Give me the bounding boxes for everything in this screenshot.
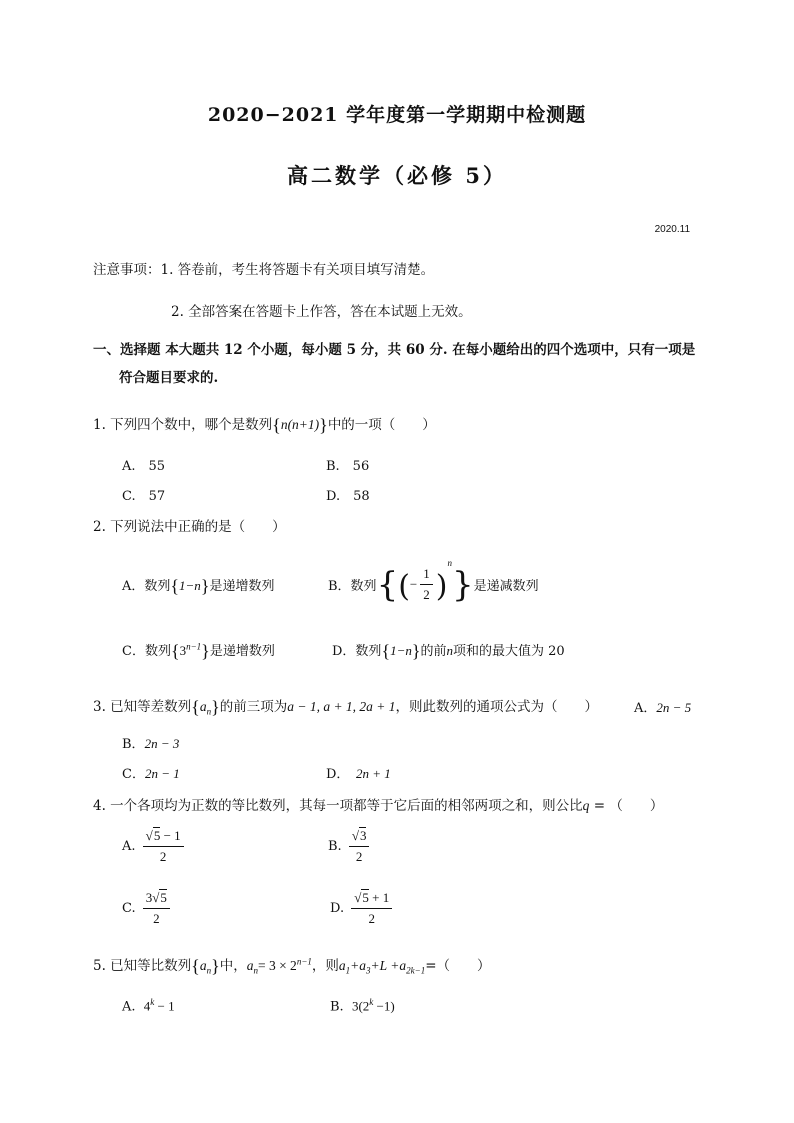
q2-b-numerator: 1 bbox=[420, 566, 433, 585]
q5-a-label: A. bbox=[122, 999, 136, 1015]
question-5-stem bbox=[93, 954, 491, 977]
q4-b-numerator bbox=[349, 828, 370, 847]
question-3-stem bbox=[93, 695, 598, 718]
q4-d-numerator bbox=[351, 890, 392, 909]
q4-b-label: B. bbox=[328, 839, 342, 854]
q2-d-n: n bbox=[446, 643, 454, 658]
q4-d-fraction bbox=[351, 890, 392, 927]
q2-c-base: 3 bbox=[179, 643, 187, 658]
q5-a-exponent: k bbox=[150, 997, 155, 1007]
q5-sequence-subscript: n bbox=[206, 965, 212, 976]
q2-b-post: 是递减数列 bbox=[473, 579, 539, 594]
brace-left-icon: { bbox=[170, 641, 180, 661]
q5-a-base: 4 bbox=[143, 998, 151, 1014]
q3-d-value: 2n + 1 bbox=[355, 766, 391, 781]
q5-stem-then: ，则 bbox=[311, 958, 339, 974]
brace-right-icon: } bbox=[411, 641, 421, 661]
question-4-option-b[interactable] bbox=[328, 828, 372, 865]
q5-stem-mid: 中， bbox=[219, 958, 247, 974]
q5-a-post: − 1 bbox=[154, 998, 175, 1014]
q4-b-fraction bbox=[349, 828, 370, 865]
brace-left-icon: { bbox=[191, 956, 200, 976]
brace-left-icon: { bbox=[381, 641, 391, 661]
question-1-stem bbox=[93, 413, 436, 436]
question-3-option-b[interactable] bbox=[122, 733, 179, 752]
q4-b-radicand: 3 bbox=[359, 828, 367, 843]
question-1-stem-post: 中的一项（ ） bbox=[327, 417, 436, 433]
paren-right-icon: ) bbox=[435, 569, 448, 604]
brace-right-icon: } bbox=[451, 565, 474, 605]
brace-left-icon: { bbox=[191, 697, 200, 717]
q4-a-fraction bbox=[143, 828, 184, 865]
brace-right-icon: } bbox=[211, 956, 220, 976]
q2-b-exponent: n bbox=[447, 558, 452, 568]
q2-a-sequence: 1−n bbox=[179, 578, 201, 593]
q5-sequence: a bbox=[199, 958, 207, 973]
q2-a-pre: A．数列 bbox=[122, 579, 171, 594]
brace-right-icon: } bbox=[200, 576, 210, 596]
notes-item-1: 1. 答卷前，考生将答题卡有关项目填写清楚。 bbox=[160, 262, 435, 278]
q3-stem-mid: 的前三项为 bbox=[219, 699, 288, 715]
q5-stem-pre: 5. 已知等比数列 bbox=[93, 958, 192, 974]
q4-stem-post: = （ ） bbox=[589, 798, 664, 814]
question-2-stem: 2. 下列说法中正确的是（ ） bbox=[93, 519, 286, 535]
paren-left-icon: ( bbox=[398, 569, 410, 604]
q4-b-denominator: 2 bbox=[355, 849, 363, 864]
question-1-option-a[interactable]: A. 55 bbox=[122, 459, 166, 474]
question-3-option-a[interactable] bbox=[634, 697, 691, 716]
q5-b-exponent: k bbox=[369, 997, 374, 1007]
question-4-option-a[interactable] bbox=[122, 828, 187, 865]
q3-b-value: 2n − 3 bbox=[144, 736, 180, 751]
brace-left-icon: { bbox=[272, 415, 281, 435]
q5-sum-tail: =（ ） bbox=[425, 958, 491, 974]
brace-left-icon: { bbox=[376, 565, 399, 605]
notes-item-2: 2. 全部答案在答题卡上作答，答在本试题上无效。 bbox=[171, 304, 472, 320]
q4-c-coefficient: 3 bbox=[145, 890, 153, 905]
exam-title: 2020−2021 学年度第一学期期中检测题 bbox=[207, 104, 587, 126]
q4-a-radicand: 5 bbox=[153, 828, 161, 843]
q4-c-denominator: 2 bbox=[153, 911, 160, 926]
question-1-stem-pre: 1. 下列四个数中，哪个是数列 bbox=[93, 417, 273, 433]
q2-b-fraction bbox=[420, 566, 433, 603]
q2-d-pre: D．数列 bbox=[332, 644, 382, 659]
q5-b-post: −1) bbox=[373, 998, 395, 1014]
question-2-option-c[interactable] bbox=[122, 640, 275, 662]
q3-c-value: 2n − 1 bbox=[144, 766, 180, 781]
sqrt-icon: √ bbox=[351, 828, 359, 843]
q4-d-label: D. bbox=[330, 901, 345, 916]
q2-d-post: 项和的最大值为 20 bbox=[453, 644, 565, 659]
q4-c-label: C. bbox=[122, 901, 136, 916]
q5-sum-expression: $a_1+a_3+L +a_{2k-1}$ bbox=[338, 958, 426, 976]
question-4-stem bbox=[93, 794, 663, 814]
notes-line-1 bbox=[93, 258, 434, 278]
sqrt-icon: √ bbox=[152, 890, 160, 905]
brace-right-icon: } bbox=[201, 641, 210, 661]
brace-right-icon: } bbox=[319, 415, 328, 435]
question-2-option-d[interactable] bbox=[332, 640, 565, 662]
q4-c-fraction bbox=[143, 890, 170, 927]
question-4-option-c[interactable] bbox=[122, 890, 173, 927]
q4-d-radicand: 5 bbox=[362, 890, 369, 905]
sqrt-icon: √ bbox=[145, 828, 153, 843]
question-3-option-d[interactable] bbox=[326, 763, 391, 782]
q3-b-label: B． bbox=[122, 737, 145, 752]
q2-d-mid: 的前 bbox=[420, 644, 447, 659]
q2-b-pre: B．数列 bbox=[328, 579, 377, 594]
q4-d-num-post: + 1 bbox=[368, 890, 390, 905]
q4-a-denominator: 2 bbox=[159, 849, 167, 864]
q5-term-a-subscript: n bbox=[253, 965, 258, 976]
section-header-line-2: 符合题目要求的. bbox=[119, 370, 219, 386]
question-1-option-d[interactable]: D. 58 bbox=[326, 489, 370, 504]
q3-a-value: 2n − 5 bbox=[656, 700, 692, 715]
question-2-option-b[interactable] bbox=[328, 558, 539, 605]
q2-d-sequence: 1−n bbox=[390, 643, 412, 658]
q5-formula-exponent: n−1 bbox=[296, 956, 312, 967]
q2-c-exponent: n−1 bbox=[186, 641, 202, 652]
q4-stem-pre: 4. 一个各项均为正数的等比数列，其每一项都等于它后面的相邻两项之和，则公比 bbox=[93, 798, 583, 814]
q5-term-a: a bbox=[246, 958, 254, 973]
q2-a-post: 是递增数列 bbox=[209, 579, 275, 594]
q4-ratio-symbol: q bbox=[582, 798, 590, 813]
q3-c-label: C． bbox=[122, 767, 145, 782]
brace-right-icon: } bbox=[211, 697, 220, 717]
minus-sign: − bbox=[409, 576, 418, 592]
sqrt-icon: √ bbox=[354, 890, 362, 905]
q4-c-numerator bbox=[143, 890, 170, 909]
q4-d-denominator: 2 bbox=[368, 911, 375, 926]
q2-b-denominator: 2 bbox=[423, 587, 430, 602]
question-5-option-a[interactable] bbox=[122, 997, 175, 1014]
q3-stem-post: ，则此数列的通项公式为（ ） bbox=[395, 699, 599, 715]
question-2-option-a[interactable] bbox=[122, 575, 274, 597]
q3-a-label: A． bbox=[634, 701, 657, 716]
q5-b-label: B. bbox=[330, 999, 344, 1015]
notes-label: 注意事项： bbox=[93, 262, 161, 278]
q3-d-label: D． bbox=[326, 767, 343, 782]
exam-subtitle: 高二数学（必修 5） bbox=[287, 163, 507, 188]
brace-left-icon: { bbox=[170, 576, 180, 596]
q3-terms: a − 1, a + 1, 2a + 1 bbox=[287, 699, 396, 714]
q4-c-radicand: 5 bbox=[160, 890, 167, 905]
section-header: 一、选择题 本大题共 12 个小题，每小题 5 分，共 60 分. 在每小题给出的四个选项中，只有一项是 bbox=[93, 342, 696, 358]
q4-a-label: A. bbox=[122, 839, 136, 854]
question-3-option-c[interactable] bbox=[122, 763, 180, 782]
q2-c-post: 是递增数列 bbox=[209, 644, 275, 659]
q3-stem-pre: 3. 已知等差数列 bbox=[93, 699, 192, 715]
question-1-sequence: n(n+1) bbox=[280, 417, 320, 432]
q5-b-pre: 3(2 bbox=[351, 998, 370, 1014]
question-4-option-d[interactable] bbox=[330, 890, 395, 927]
question-1-option-b[interactable]: B. 56 bbox=[326, 459, 370, 474]
q2-c-pre: C．数列 bbox=[122, 644, 171, 659]
q4-a-numerator bbox=[143, 828, 184, 847]
question-5-option-b[interactable] bbox=[330, 997, 395, 1014]
q5-formula: = 3 × 2 bbox=[257, 958, 297, 973]
exam-date: 2020.11 bbox=[654, 224, 690, 235]
question-1-option-c[interactable]: C. 57 bbox=[122, 489, 166, 504]
q4-a-num-post: − 1 bbox=[160, 828, 181, 843]
q3-sequence-subscript: n bbox=[206, 706, 212, 717]
q3-sequence: a bbox=[199, 699, 207, 714]
